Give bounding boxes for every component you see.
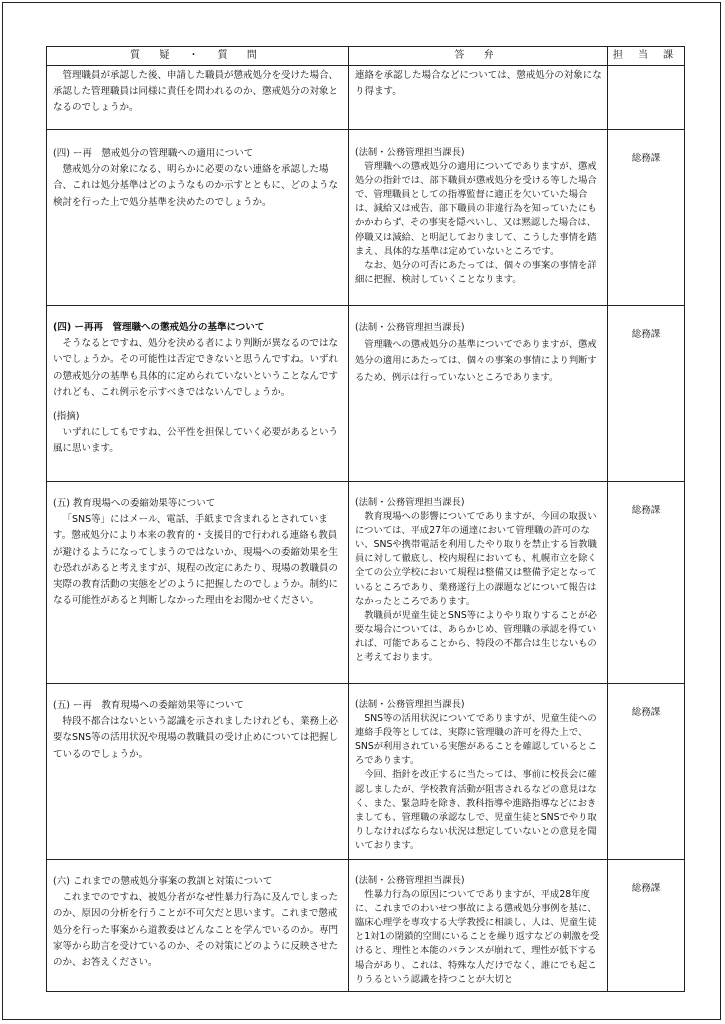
question-heading: (五) ー再 教育現場への委縮効果等について xyxy=(53,700,244,711)
answer-text: 教育現場への影響についてでありますが、今回の取扱いについては、平成27年の通達において管理職の許可のない、SNSや携帯電話を利用したやり取りを禁止する旨教職員に対して徹底し、校内規程においても、札幌市立を除く全ての公立学校において規程は整備又は整備予定となっているところであり、業務遂行上の課題などについて報告はなかったところであります。 xyxy=(355,511,597,607)
question-heading: (六) これまでの懲戒処分事案の教訓と対策について xyxy=(53,876,273,887)
answer-text: 管理職への懲戒処分の適用についてでありますが、懲戒処分の指針では、部下職員が懲戒処分を受ける等した場合で、管理職員としての指導監督に適正を欠いていた場合は、減給又は戒告、部下職員の非違行為を知っていたにもかかわらず、その事実を隠ぺいし、又は黙認した場合は、停職又は減給、と明記しておりまして、こうした事情を踏まえ、具体的な基準は定めていないところです。 xyxy=(355,161,597,257)
answer-text: 性暴力行為の原因についてでありますが、平成28年度に、これまでのわいせつ事故による懲戒処分事例を基に、臨床心理学を専攻する大学教授に相談し、人は、児童生徒と1対1の閉鎖的空間にいることを繰り返すなどの刺激を受けると、理性と本能のバランスが崩れて、理性が低下する場合があり、これは、特殊な人だけでなく、誰にでも起こりうるという認識を持つことが大切と xyxy=(355,889,600,985)
question-cell xyxy=(47,130,349,306)
question-text: これまでのですね、被処分者がなぜ性暴力行為に及んでしまったのか、原因の分析を行うことが不可欠だと思います。これまで懲戒処分を行った事案から道教委はどんなことを学んでいるのか。専門家等から助言を受けているのか、その対策にどのように反映させたのか、お答えください。 xyxy=(53,892,339,969)
question-heading: (四) ー再 懲戒処分の管理職への適用について xyxy=(53,148,254,159)
department-cell xyxy=(608,684,685,860)
table-row xyxy=(47,306,685,482)
question-text: 「SNS等」にはメール、電話、手紙まで含まれるとされています。懲戒処分により本来の教育的・支援目的で行われる連絡も教員が避けるようになってしまうのではないか、現場への委縮効果を生む恐れがあると考えますが、規程の改定にあたり、現場の教職員の実際の教育活動の実態をどのように把握したのでしょうか。制約になる可能性があると判断しなかった理由をお聞かせください。 xyxy=(53,514,339,607)
qa-table xyxy=(46,46,685,992)
answer-cell xyxy=(349,482,608,684)
department-column-header: 担 当 課 xyxy=(608,47,685,66)
department-cell xyxy=(608,306,685,482)
table-row xyxy=(47,860,685,992)
question-text: 懲戒処分の対象になる、明らかに必要のない連絡を承認した場合、これは処分基準はどのようなものか示すとともに、どのような検討を行った上で処分基準を決めたのでしょうか。 xyxy=(53,164,339,208)
answer-cell xyxy=(349,684,608,860)
question-heading: (四) ー再再 管理職への懲戒処分の基準について xyxy=(53,322,265,333)
remark-text: いずれにしてもですね、公平性を担保していく必要があるという風に思います。 xyxy=(53,427,339,455)
department-cell xyxy=(608,66,685,130)
question-text: 管理職員が承認した後、申請した職員が懲戒処分を受けた場合、承認した管理職員は同様に責任を問われるのか、懲戒処分の対象となるのでしょうか。 xyxy=(53,70,339,114)
page-frame xyxy=(2,2,721,1020)
answer-text: 管理職への懲戒処分の基準についてでありますが、懲戒処分の適用にあたっては、個々の事案の事情により判断するため、例示は行っていないところであります。 xyxy=(355,338,597,383)
answer-cell xyxy=(349,860,608,992)
answer-heading: (法制・公務管理担当課長) xyxy=(355,322,465,333)
department-text: 総務課 xyxy=(631,153,661,164)
question-cell xyxy=(47,860,349,992)
answer-text-continued: なお、処分の可否にあたっては、個々の事案の事情を詳細に把握、検討していくことなります。 xyxy=(355,259,597,285)
answer-heading: (法制・公務管理担当課長) xyxy=(355,699,465,710)
department-cell xyxy=(608,130,685,306)
question-text: そうなるとですね、処分を決める者により判断が異なるのではないでしょうか。その可能性は否定できないと思うんですね。いずれの懲戒処分の基準も具体的に定められていないということなんですけれども、これ例示を示すべきではないんでしょうか。 xyxy=(53,338,339,398)
question-cell xyxy=(47,482,349,684)
answer-heading: (法制・公務管理担当課長) xyxy=(355,875,465,886)
answer-heading: (法制・公務管理担当課長) xyxy=(355,147,465,158)
answer-heading: (法制・公務管理担当課長) xyxy=(355,497,465,508)
question-column-header: 質 疑 ・ 質 問 xyxy=(47,47,349,66)
table-row xyxy=(47,482,685,684)
answer-text: 連絡を承認した場合などについては、懲戒処分の対象になり得ます。 xyxy=(355,70,602,97)
department-cell xyxy=(608,860,685,992)
table-row xyxy=(47,66,685,130)
table-header-row xyxy=(47,47,685,66)
department-text xyxy=(608,66,684,86)
answer-text-continued: 教職員が児童生徒とSNS等によりやり取りすることが必要な場合については、あらかじめ、管理職の承認を得ていれば、可能であることから、特段の不都合は生じないものと考えております。 xyxy=(355,609,597,664)
department-text: 総務課 xyxy=(631,329,661,340)
answer-cell xyxy=(349,130,608,306)
answer-cell xyxy=(349,66,608,130)
answer-cell xyxy=(349,306,608,482)
department-text: 総務課 xyxy=(631,883,661,894)
question-cell xyxy=(47,684,349,860)
table-row xyxy=(47,684,685,860)
question-cell xyxy=(47,66,349,130)
question-cell xyxy=(47,306,349,482)
question-heading: (五) 教育現場への委縮効果等について xyxy=(53,498,216,509)
answer-text: SNS等の活用状況についてでありますが、児童生徒への連絡手段等としては、実際に管理職の許可を得た上で、SNSが利用されている実態があることを確認しているところであります。 xyxy=(355,713,597,767)
answer-text-continued: 今回、指針を改正するに当たっては、事前に校長会に確認しましたが、学校教育活動が阻害されるなどの意見はなく、また、緊急時を除き、教科指導や進路指導などにおきましても、管理職の承認なしで、児童生徒とSNSでやり取りしなければならない状況は想定していないとの意見を聞いております。 xyxy=(355,769,597,851)
question-text: 特段不都合はないという認識を示されましたけれども、業務上必要なSNS等の活用状況や現場の教職員の受け止めについては把握しているのでしょうか。 xyxy=(53,716,339,760)
remark-heading: (指摘) xyxy=(53,411,80,423)
department-text: 総務課 xyxy=(631,707,661,718)
answer-column-header: 答 弁 xyxy=(349,47,608,66)
department-text: 総務課 xyxy=(631,505,661,516)
table-row xyxy=(47,130,685,306)
department-cell xyxy=(608,482,685,684)
